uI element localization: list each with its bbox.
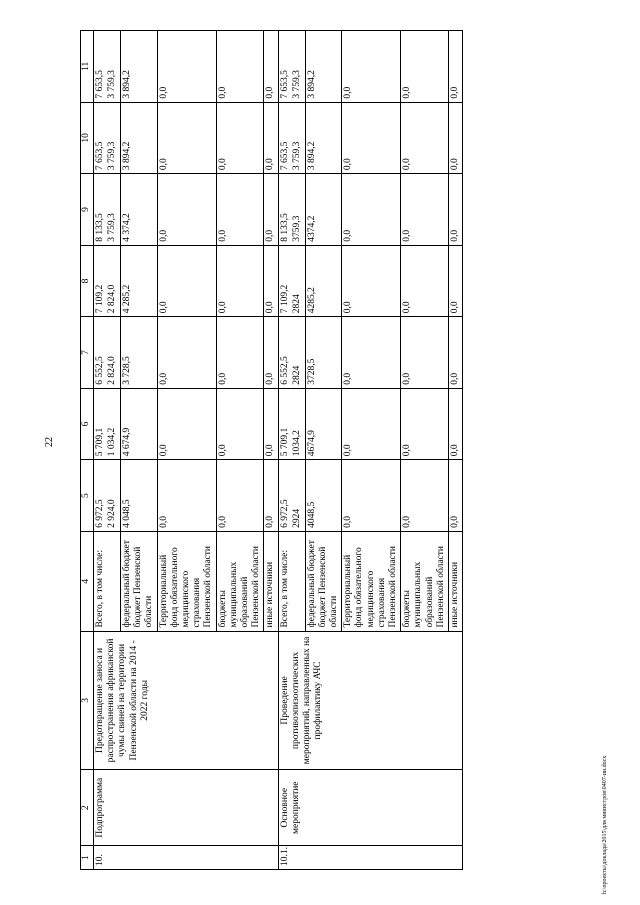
value-cell: 0,0	[449, 317, 463, 389]
value-cell: 0,0	[342, 31, 401, 103]
header-cell: 7	[81, 317, 94, 389]
value-cell: 0,0	[342, 174, 401, 246]
value-cell: 0,0	[157, 245, 216, 317]
value-cell: 8 133,5 3 759,3	[94, 174, 121, 246]
row-number: 10.1.	[278, 846, 463, 870]
value-cell: 0,0	[216, 31, 264, 103]
value-cell: 7 653,5 3 759,3	[94, 31, 121, 103]
value-cell: 6 972,5 2924	[278, 460, 305, 532]
value-cell: 0,0	[216, 317, 264, 389]
value-cell: 0,0	[449, 245, 463, 317]
funding-table	[80, 30, 463, 870]
value-cell: 0,0	[216, 460, 264, 532]
value-cell: 3 894,2	[305, 31, 342, 103]
value-cell: 0,0	[449, 102, 463, 174]
source-cell: федеральный бюджет бюджет Пензенской области	[121, 531, 158, 631]
header-cell: 4	[81, 531, 94, 631]
value-cell: 0,0	[449, 31, 463, 103]
value-cell: 0,0	[342, 245, 401, 317]
row-type: Основное мероприятие	[278, 770, 463, 846]
header-cell: 3	[81, 631, 94, 770]
value-cell: 7 653,5 3 759,3	[278, 31, 305, 103]
row-name: Проведение противоэпизоотических мероприятий, направленных на профилактику АЧС	[278, 631, 463, 770]
value-cell: 0,0	[401, 102, 449, 174]
source-cell: Территориальный фонд обязательного медицинского страхования Пензенской области	[342, 531, 401, 631]
table-row	[278, 31, 305, 870]
value-cell: 5 709,1 1034,2	[278, 388, 305, 460]
page-number: 22	[44, 437, 55, 447]
value-cell: 6 972,5 2 924,0	[94, 460, 121, 532]
value-cell: 0,0	[449, 460, 463, 532]
value-cell: 8 133,5 3759,3	[278, 174, 305, 246]
header-cell: 10	[81, 102, 94, 174]
value-cell: 0,0	[401, 388, 449, 460]
value-cell: 3 728,5	[121, 317, 158, 389]
source-cell: иные источники	[449, 531, 463, 631]
header-row	[81, 31, 94, 870]
value-cell: 3 894,2	[121, 102, 158, 174]
row-type: Подпрограмма	[94, 770, 279, 846]
value-cell: 0,0	[342, 102, 401, 174]
value-cell: 4 374,2	[121, 174, 158, 246]
value-cell: 0,0	[264, 102, 278, 174]
source-cell: Всего, в том числе:	[278, 531, 305, 631]
value-cell: 7 109,2 2824	[278, 245, 305, 317]
value-cell: 0,0	[157, 460, 216, 532]
source-cell: Территориальный фонд обязательного медицинского страхования Пензенской области	[157, 531, 216, 631]
header-cell: 8	[81, 245, 94, 317]
value-cell: 7 653,5 3 759,3	[94, 102, 121, 174]
row-number: 10.	[94, 846, 279, 870]
value-cell: 0,0	[342, 388, 401, 460]
value-cell: 6 552,5 2 824,0	[94, 317, 121, 389]
value-cell: 7 653,5 3 759,3	[278, 102, 305, 174]
value-cell: 7 109,2 2 824,0	[94, 245, 121, 317]
source-cell: Всего, в том числе:	[94, 531, 121, 631]
value-cell: 0,0	[264, 460, 278, 532]
value-cell: 4 285,2	[121, 245, 158, 317]
value-cell: 5 709,1 1 034,2	[94, 388, 121, 460]
value-cell: 0,0	[216, 245, 264, 317]
value-cell: 4285,2	[305, 245, 342, 317]
table-row	[94, 31, 121, 870]
value-cell: 4048,5	[305, 460, 342, 532]
value-cell: 0,0	[342, 317, 401, 389]
rotated-table-container	[80, 30, 606, 870]
value-cell: 0,0	[401, 31, 449, 103]
value-cell: 0,0	[157, 388, 216, 460]
value-cell: 0,0	[401, 460, 449, 532]
value-cell: 0,0	[157, 174, 216, 246]
value-cell: 4374,2	[305, 174, 342, 246]
source-cell: иные источники	[264, 531, 278, 631]
header-cell: 1	[81, 846, 94, 870]
value-cell: 0,0	[449, 388, 463, 460]
value-cell: 0,0	[157, 102, 216, 174]
header-cell: 6	[81, 388, 94, 460]
value-cell: 0,0	[342, 460, 401, 532]
value-cell: 4 674,9	[121, 388, 158, 460]
file-path-footer: h:\проекты\доклада\2015\для министров\0407-ии.docx	[602, 755, 608, 894]
value-cell: 6 552,5 2824	[278, 317, 305, 389]
header-cell: 5	[81, 460, 94, 532]
value-cell: 0,0	[401, 174, 449, 246]
header-cell: 11	[81, 31, 94, 103]
value-cell: 0,0	[216, 174, 264, 246]
value-cell: 0,0	[216, 388, 264, 460]
value-cell: 0,0	[157, 317, 216, 389]
value-cell: 0,0	[264, 317, 278, 389]
value-cell: 0,0	[264, 388, 278, 460]
header-cell: 9	[81, 174, 94, 246]
source-cell: бюджеты муниципальных образований Пензенской области	[401, 531, 449, 631]
value-cell: 0,0	[401, 245, 449, 317]
value-cell: 0,0	[216, 102, 264, 174]
value-cell: 3728,5	[305, 317, 342, 389]
value-cell: 0,0	[264, 245, 278, 317]
value-cell: 3 894,2	[305, 102, 342, 174]
row-name: Предотвращение заноса и распространения африканской чумы свиней на территории Пензенской области на 2014 - 2022 годы	[94, 631, 279, 770]
value-cell: 0,0	[264, 174, 278, 246]
value-cell: 4674,9	[305, 388, 342, 460]
header-cell: 2	[81, 770, 94, 846]
value-cell: 3 894,2	[121, 31, 158, 103]
value-cell: 0,0	[401, 317, 449, 389]
value-cell: 0,0	[264, 31, 278, 103]
value-cell: 4 048,5	[121, 460, 158, 532]
value-cell: 0,0	[449, 174, 463, 246]
value-cell: 0,0	[157, 31, 216, 103]
source-cell: бюджеты муниципальных образований Пензенской области	[216, 531, 264, 631]
source-cell: федеральный бюджет бюджет Пензенской области	[305, 531, 342, 631]
